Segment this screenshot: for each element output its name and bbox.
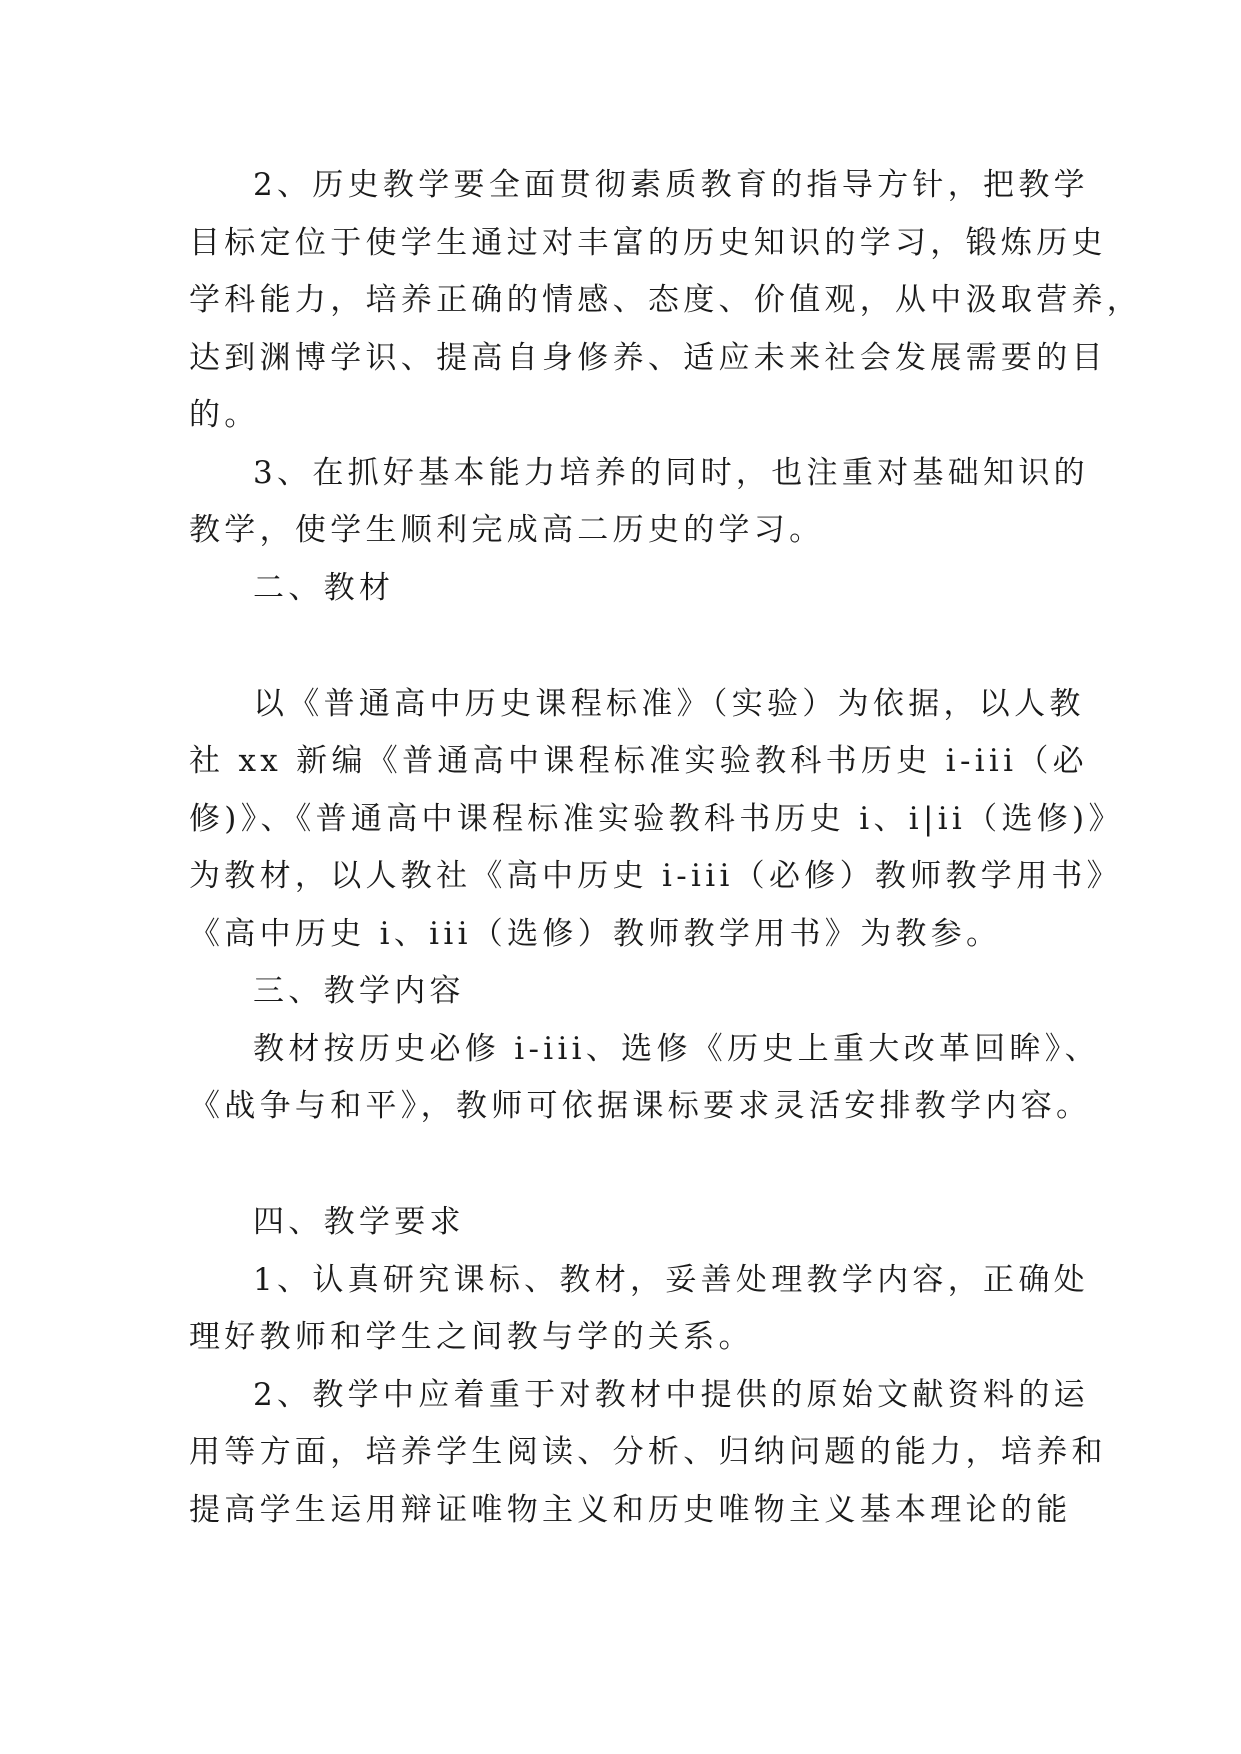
paragraph-line: 理好教师和学生之间教与学的关系。 [189,1319,754,1355]
paragraph-line: 2、教学中应着重于对教材中提供的原始文献资料的运 [253,1377,1089,1413]
paragraph-line: 的。 [189,397,260,433]
paragraph-line: 2、历史教学要全面贯彻素质教育的指导方针，把教学 [253,167,1089,203]
paragraph-line: 1、认真研究课标、教材，妥善处理教学内容，正确处 [253,1262,1089,1298]
paragraph-line: 以《普通高中历史课程标准》（实验）为依据，以人教 [253,686,1085,722]
section-heading: 四、教学要求 [253,1204,465,1240]
paragraph-line: 修)》、《普通高中课程标准实验教科书历史 i、i|ii（选修)》 [189,801,1124,837]
paragraph-line: 学科能力，培养正确的情感、态度、价值观，从中汲取营养， [189,282,1143,318]
paragraph-line: 教材按历史必修 i-iii、选修《历史上重大改革回眸》、 [253,1031,1100,1067]
paragraph-line: 《高中历史 i、iii（选修）教师教学用书》为教参。 [189,916,1002,952]
paragraph-line: 用等方面，培养学生阅读、分析、归纳问题的能力，培养和 [189,1434,1107,1470]
paragraph-line: 社 xx 新编《普通高中课程标准实验教科书历史 i-iii（必 [189,743,1088,779]
paragraph-line: 3、在抓好基本能力培养的同时，也注重对基础知识的 [253,455,1089,491]
paragraph-line: 目标定位于使学生通过对丰富的历史知识的学习，锻炼历史 [189,225,1107,261]
paragraph-line: 教学，使学生顺利完成高二历史的学习。 [189,512,825,548]
section-heading: 三、教学内容 [253,973,465,1009]
section-heading: 二、教材 [253,570,395,606]
paragraph-line: 为教材，以人教社《高中历史 i-iii（必修）教师教学用书》 [189,858,1122,894]
paragraph-line: 《战争与和平》，教师可依据课标要求灵活安排教学内容。 [189,1088,1092,1124]
paragraph-line: 提高学生运用辩证唯物主义和历史唯物主义基本理论的能 [189,1492,1072,1528]
paragraph-line: 达到渊博学识、提高自身修养、适应未来社会发展需要的目 [189,340,1107,376]
